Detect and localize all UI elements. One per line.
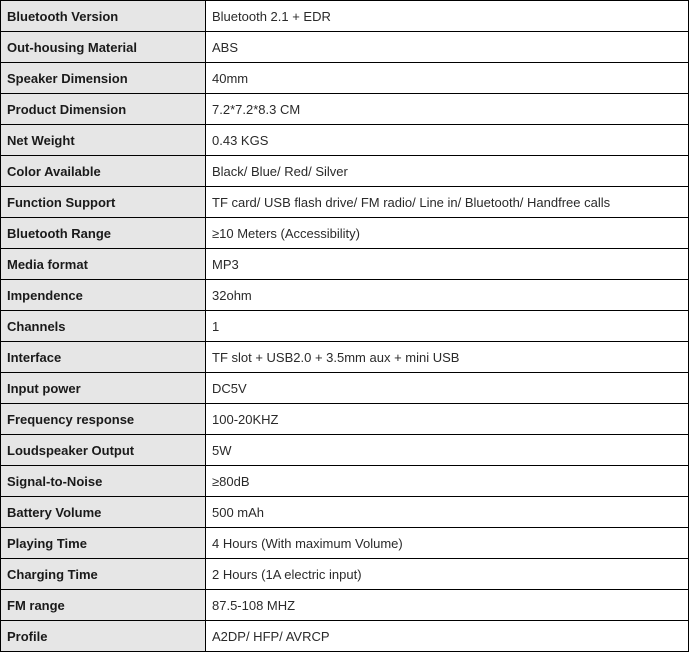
table-row — [1, 466, 689, 497]
spec-value: 87.5-108 MHZ — [206, 590, 689, 621]
spec-label: Playing Time — [1, 528, 206, 559]
spec-value: DC5V — [206, 373, 689, 404]
spec-label: FM range — [1, 590, 206, 621]
spec-label: Signal-to-Noise — [1, 466, 206, 497]
spec-value: Bluetooth 2.1 + EDR — [206, 1, 689, 32]
table-row — [1, 404, 689, 435]
spec-label: Net Weight — [1, 125, 206, 156]
spec-value: MP3 — [206, 249, 689, 280]
spec-table-body — [1, 1, 689, 652]
table-row — [1, 63, 689, 94]
spec-value: ≥80dB — [206, 466, 689, 497]
spec-value: 40mm — [206, 63, 689, 94]
spec-label: Impendence — [1, 280, 206, 311]
table-row — [1, 187, 689, 218]
spec-label: Loudspeaker Output — [1, 435, 206, 466]
spec-value: 2 Hours (1A electric input) — [206, 559, 689, 590]
spec-label: Charging Time — [1, 559, 206, 590]
table-row — [1, 125, 689, 156]
spec-label: Input power — [1, 373, 206, 404]
spec-value: 5W — [206, 435, 689, 466]
spec-value: ABS — [206, 32, 689, 63]
table-row — [1, 218, 689, 249]
spec-label: Color Available — [1, 156, 206, 187]
spec-label: Out-housing Material — [1, 32, 206, 63]
spec-label: Channels — [1, 311, 206, 342]
table-row — [1, 342, 689, 373]
spec-value: 100-20KHZ — [206, 404, 689, 435]
spec-label: Frequency response — [1, 404, 206, 435]
table-row — [1, 249, 689, 280]
spec-label: Profile — [1, 621, 206, 652]
table-row — [1, 311, 689, 342]
table-row — [1, 280, 689, 311]
spec-value: Black/ Blue/ Red/ Silver — [206, 156, 689, 187]
table-row — [1, 156, 689, 187]
table-row — [1, 528, 689, 559]
table-row — [1, 621, 689, 652]
spec-label: Product Dimension — [1, 94, 206, 125]
spec-value: 0.43 KGS — [206, 125, 689, 156]
spec-value: 1 — [206, 311, 689, 342]
table-row — [1, 32, 689, 63]
table-row — [1, 497, 689, 528]
spec-value: ≥10 Meters (Accessibility) — [206, 218, 689, 249]
spec-value: TF card/ USB flash drive/ FM radio/ Line in/ Bluetooth/ Handfree calls — [206, 187, 689, 218]
table-row — [1, 373, 689, 404]
spec-label: Interface — [1, 342, 206, 373]
spec-value: 4 Hours (With maximum Volume) — [206, 528, 689, 559]
spec-label: Media format — [1, 249, 206, 280]
spec-label: Function Support — [1, 187, 206, 218]
spec-label: Bluetooth Version — [1, 1, 206, 32]
spec-value: 500 mAh — [206, 497, 689, 528]
spec-label: Bluetooth Range — [1, 218, 206, 249]
table-row — [1, 94, 689, 125]
spec-value: TF slot + USB2.0 + 3.5mm aux + mini USB — [206, 342, 689, 373]
spec-label: Battery Volume — [1, 497, 206, 528]
spec-label: Speaker Dimension — [1, 63, 206, 94]
table-row — [1, 590, 689, 621]
table-row — [1, 559, 689, 590]
spec-value: 7.2*7.2*8.3 CM — [206, 94, 689, 125]
spec-value: 32ohm — [206, 280, 689, 311]
table-row — [1, 1, 689, 32]
table-row — [1, 435, 689, 466]
spec-value: A2DP/ HFP/ AVRCP — [206, 621, 689, 652]
